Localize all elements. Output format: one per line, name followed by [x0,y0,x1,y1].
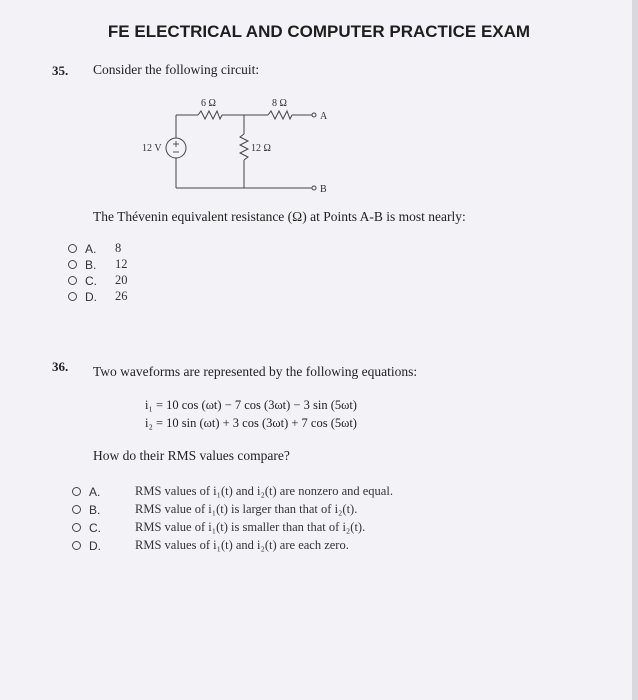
question-36-number: 36. [52,359,69,374]
option-text: RMS values of i₁(t) and i₂(t) are each zero. [135,538,349,552]
q36-option-b[interactable] [72,502,357,517]
label-terminal-a: A [320,111,328,122]
circuit-diagram [142,90,350,205]
radio-button[interactable] [68,292,77,301]
option-letter: A. [89,484,101,499]
q35-option-c[interactable] [68,273,128,288]
q35-option-a[interactable] [68,241,121,256]
page-edge [632,0,638,700]
equation-i1: i₁ = 10 cos (ωt) − 7 cos (3ωt) − 3 sin (5ωt) [145,398,357,412]
option-letter: C. [85,273,97,288]
equation-i2: i₂ = 10 sin (ωt) + 3 cos (3ωt) + 7 cos (5ωt) [145,416,357,430]
option-letter: B. [85,257,97,272]
q35-option-b[interactable] [68,257,128,272]
option-value: 26 [115,289,128,303]
option-letter: A. [85,241,97,256]
question-35-number: 35. [52,63,69,78]
radio-button[interactable] [68,260,77,269]
option-text: RMS values of i₁(t) and i₂(t) are nonzero and equal. [135,484,393,498]
resistor-6-ohm [198,111,222,119]
label-terminal-b: B [320,184,327,195]
q36-option-d[interactable] [72,538,349,553]
question-36-prompt: Two waveforms are represented by the following equations: [93,364,418,379]
option-value: 20 [115,273,128,287]
resistor-12-ohm [240,134,248,160]
label-r1: 6 Ω [201,98,216,109]
radio-button[interactable] [72,523,81,532]
label-r3: 12 Ω [251,143,271,154]
option-value: 8 [115,241,122,255]
option-value: 12 [115,257,128,271]
option-text: RMS value of i₁(t) is larger than that of i₂(t). [135,502,358,516]
label-source: 12 V [142,143,162,154]
option-letter: C. [89,520,101,535]
q36-option-c[interactable] [72,520,365,535]
terminal-b-node [312,186,316,190]
radio-button[interactable] [72,541,81,550]
radio-button[interactable] [72,487,81,496]
question-35-text: The Thévenin equivalent resistance (Ω) at Points A-B is most nearly: [93,209,466,224]
page-title: FE ELECTRICAL AND COMPUTER PRACTICE EXAM [107,22,531,41]
radio-button[interactable] [72,505,81,514]
radio-button[interactable] [68,276,77,285]
label-r2: 8 Ω [272,98,287,109]
option-letter: B. [89,502,101,517]
resistor-8-ohm [268,111,292,119]
terminal-a-node [312,113,316,117]
option-text: RMS value of i₁(t) is smaller than that of i₂(t). [135,520,366,534]
q36-option-a[interactable] [72,484,393,499]
q35-option-d[interactable] [68,289,128,304]
question-36-text: How do their RMS values compare? [93,448,290,463]
option-letter: D. [89,538,101,553]
option-letter: D. [85,289,97,304]
question-35-prompt: Consider the following circuit: [93,62,260,77]
radio-button[interactable] [68,244,77,253]
